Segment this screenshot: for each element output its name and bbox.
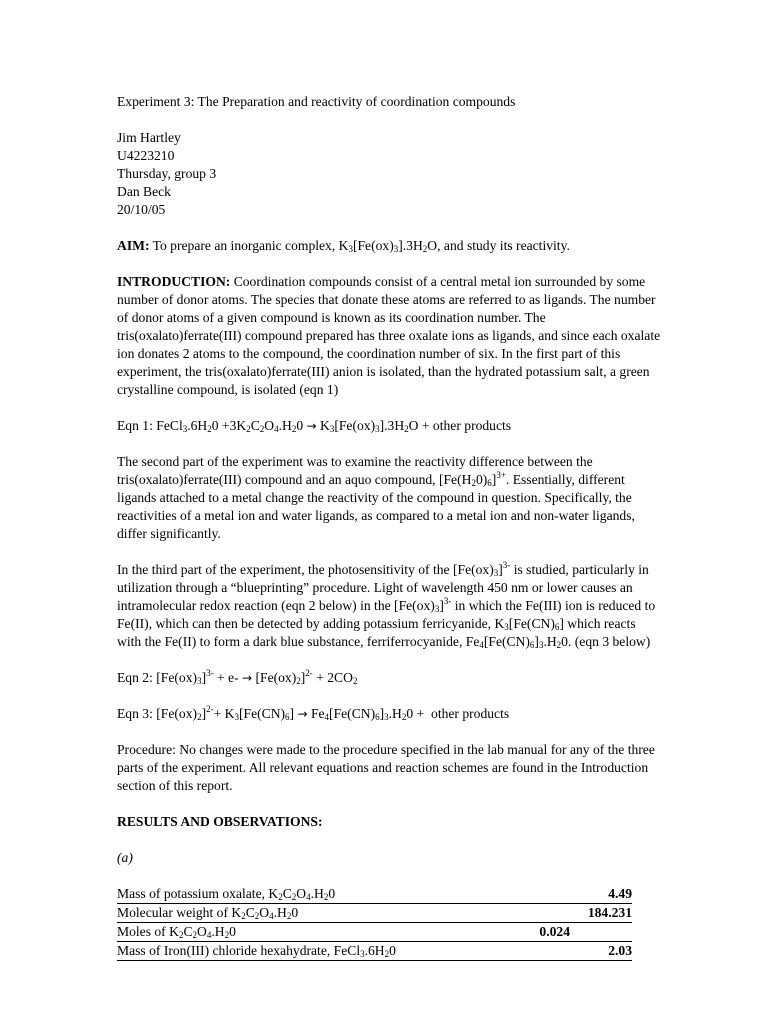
results-table xyxy=(117,885,632,961)
part-a-label: (a) xyxy=(117,850,133,865)
row-label: Mass of Iron(III) chloride hexahydrate, $FeCl_3.6H_20$ xyxy=(117,943,396,959)
introduction-paragraph: INTRODUCTION: Coordination compounds consist of a central metal ion surrounded by some number of donor atoms. The species that donate these atoms are referred to as ligands. The number of donor atoms of a given compound is known as its coordination number. The tris(oxalato)ferrate(III) compound prepared has three oxalate ions as ligands, and since each oxalate ion donates 2 atoms to the compound, the coordination number of six. In the first part of this experiment, the tris(oxalato)ferrate(III) anion is isolated, than the hydrated potassium salt, a green crystalline compound, is isolated (eqn 1) xyxy=(117,274,661,397)
row-label: Molecular weight of $K_2C_2O_4.H_20$ xyxy=(117,905,299,921)
introduction-label: INTRODUCTION: xyxy=(117,274,231,289)
aim-paragraph: AIM: To prepare an inorganic complex, $K_3[Fe(ox)_3].3H_2O$, and study its reactivity. xyxy=(117,238,570,254)
author-block xyxy=(117,129,662,219)
row-value: 0.024 xyxy=(539,924,570,939)
aim-label: AIM: xyxy=(117,238,150,253)
report-title: Experiment 3: The Preparation and reactivity of coordination compounds xyxy=(117,94,516,109)
row-value: 4.49 xyxy=(608,886,632,901)
equation-3: Eqn 3: $[Fe(ox)_2]^{2-}+ K_3[Fe(CN)_6] \to Fe_4[Fe(CN)_6]_3.H_20$ + other products xyxy=(117,704,510,722)
table-row xyxy=(117,904,632,923)
author-name: Jim Hartley xyxy=(117,130,181,145)
procedure-paragraph: Procedure: No changes were made to the procedure specified in the lab manual for any of the three parts of the experiment. All relevant equations and reaction schemes are found in the Introduction section of this report. xyxy=(117,742,655,793)
row-label: Moles of $K_2C_2O_4.H_20$ xyxy=(117,924,240,940)
third-part-paragraph: In the third part of the experiment, the photosensitivity of the $[Fe(ox)_3]^{3-}$ is studied, particularly in utilization through a “blueprinting” procedure. Light of wavelength 450 nm or lower causes an intramolecular redox reaction (eqn 2 below) in the $[Fe(ox)_3]^{3-}$ in which the Fe(III) ion is reduced to Fe(II), which can then be detected by adding potassium ferricyanide, $K_3[Fe(CN)_6]$ which reacts with the Fe(II) to form a dark blue substance, ferriferrocyanide, $Fe_4[Fe(CN)_6]_3.H_20$. (eqn 3 below) xyxy=(117,560,656,650)
arrow-icon: → xyxy=(297,707,308,721)
row-value: 184.231 xyxy=(587,905,632,920)
partner-name: Dan Beck xyxy=(117,184,171,199)
second-part-paragraph: The second part of the experiment was to examine the reactivity difference between the tris(oxalato)ferrate(III) compound and an aquo compound, $[Fe(H_20)_6]^{3+}$. Essentially, different ligands attached to a metal change the reactivity of the compound in question. Specifically, the reactivities of a metal ion and water ligands, as compared to a metal ion and non-water ligands, differ significantly. xyxy=(117,454,635,541)
results-heading: RESULTS AND OBSERVATIONS: xyxy=(117,814,323,829)
report-date: 20/10/05 xyxy=(117,202,166,217)
report-body xyxy=(117,93,662,961)
equation-2: Eqn 2: $[Fe(ox)_3]^{3-} + e- \to [Fe(ox)_2]^{2-} + 2CO_2$ xyxy=(117,668,358,686)
arrow-icon: → xyxy=(242,671,253,685)
table-row xyxy=(117,923,632,941)
equation-1: Eqn 1: $FeCl_3.6H_20 +3K_2C_2O_4.H_20 \to K_3[Fe(ox)_3].3H_2O$ + other products xyxy=(117,418,512,434)
arrow-icon: → xyxy=(306,419,317,433)
table-row xyxy=(117,885,632,904)
table-row xyxy=(117,941,632,961)
row-label: Mass of potassium oxalate, $K_2C_2O_4.H_20$ xyxy=(117,886,336,902)
student-id: U4223210 xyxy=(117,148,175,163)
row-value: 2.03 xyxy=(608,943,632,958)
lab-group: Thursday, group 3 xyxy=(117,166,217,181)
